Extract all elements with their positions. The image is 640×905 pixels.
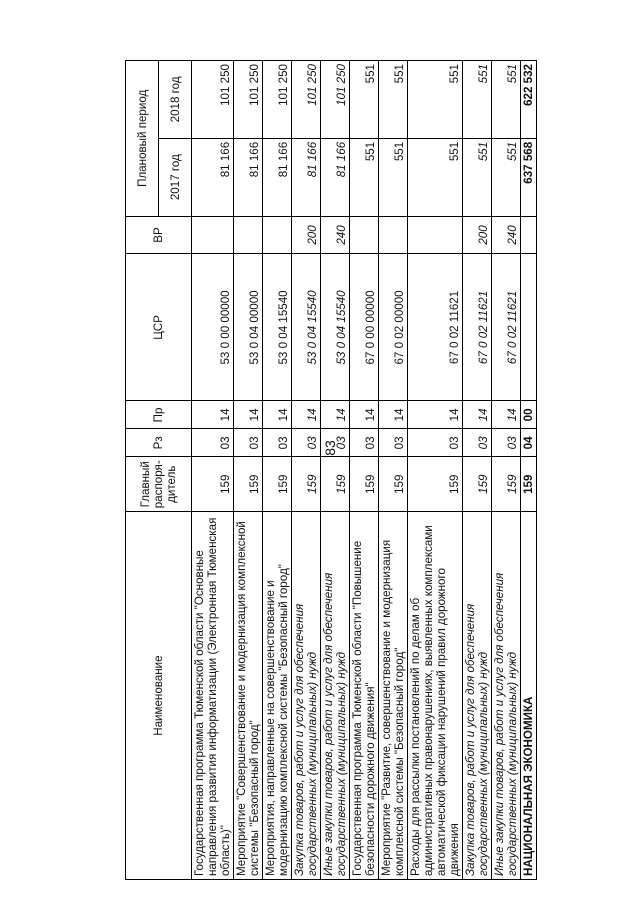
cell-name: Расходы для рассылки постановлений по делам об административных правонарушениях, выявленных комплексами автоматической фиксации нарушений правил дорожного движения [407,512,462,880]
cell-vr: 200 [462,216,491,254]
table-row [320,61,349,880]
cell-rz: 03 [491,429,520,457]
cell-csr: 53 0 04 15540 [291,254,320,401]
header-rz: Рз [126,429,192,457]
cell-pr: 14 [378,401,407,429]
cell-pr: 14 [407,401,462,429]
cell-name: Мероприятия, направленные на совершенствование и модернизацию комплексной системы "Безопасный город" [262,512,291,880]
header-pr: Пр [126,401,192,429]
cell-csr: 67 0 02 00000 [378,254,407,401]
cell-csr [520,254,536,401]
table-row [291,61,320,880]
cell-pr: 14 [262,401,291,429]
page-number: 83 [321,440,338,456]
cell-rz: 03 [349,429,378,457]
table-row [192,61,234,880]
cell-glavny: 159 [320,457,349,512]
cell-rz: 03 [192,429,234,457]
cell-csr: 67 0 02 11621 [462,254,491,401]
header-vr: ВР [126,216,192,254]
cell-pr: 00 [520,401,536,429]
cell-pr: 14 [291,401,320,429]
cell-pr: 14 [192,401,234,429]
cell-2017: 551 [491,138,520,216]
cell-vr: 240 [320,216,349,254]
table-row [491,61,520,880]
cell-vr: 200 [291,216,320,254]
table-row [462,61,491,880]
cell-pr: 14 [462,401,491,429]
cell-2017: 551 [349,138,378,216]
cell-2017: 637 568 [520,138,536,216]
cell-name: Государственная программа Тюменской области "Повышение безопасности дорожного движения" [349,512,378,880]
header-2017: 2017 год [159,138,192,216]
cell-2018: 101 250 [233,61,262,139]
cell-glavny: 159 [407,457,462,512]
cell-vr [262,216,291,254]
cell-2018: 551 [378,61,407,139]
cell-csr: 67 0 00 00000 [349,254,378,401]
cell-2018: 101 250 [192,61,234,139]
cell-glavny: 159 [491,457,520,512]
cell-vr [233,216,262,254]
cell-2018: 551 [349,61,378,139]
cell-2018: 551 [462,61,491,139]
cell-2017: 81 166 [291,138,320,216]
cell-rz: 03 [320,429,349,457]
table-body [192,61,537,880]
cell-glavny: 159 [192,457,234,512]
table-row [378,61,407,880]
header-planned: Плановый период [126,61,159,217]
cell-glavny: 159 [291,457,320,512]
cell-2017: 551 [407,138,462,216]
cell-name: НАЦИОНАЛЬНАЯ ЭКОНОМИКА [520,512,536,880]
cell-name: Мероприятие "Развитие, совершенствование и модернизация комплексной системы "Безопасный город" [378,512,407,880]
cell-pr: 14 [491,401,520,429]
cell-rz: 03 [378,429,407,457]
cell-2018: 101 250 [291,61,320,139]
cell-name: Закупка товаров, работ и услуг для обеспечения государственных (муниципальных) нужд [462,512,491,880]
cell-2017: 81 166 [320,138,349,216]
cell-name: Иные закупки товаров, работ и услуг для обеспечения государственных (муниципальных) нужд [320,512,349,880]
cell-pr: 14 [349,401,378,429]
table-row [407,61,462,880]
table-row [233,61,262,880]
cell-2018: 101 250 [262,61,291,139]
cell-rz: 03 [407,429,462,457]
cell-name: Государственная программа Тюменской области "Основные направления развития информатизации (Электронная Тюменская область)" [192,512,234,880]
cell-csr: 53 0 00 00000 [192,254,234,401]
cell-pr: 14 [320,401,349,429]
cell-2017: 81 166 [262,138,291,216]
cell-vr: 240 [491,216,520,254]
cell-glavny: 159 [233,457,262,512]
cell-2018: 551 [407,61,462,139]
table-row [349,61,378,880]
cell-csr: 67 0 02 11621 [491,254,520,401]
table-row [520,61,536,880]
cell-2017: 551 [462,138,491,216]
cell-glavny: 159 [462,457,491,512]
cell-vr [520,216,536,254]
cell-csr: 67 0 02 11621 [407,254,462,401]
header-2018: 2018 год [159,61,192,139]
cell-csr: 53 0 04 15540 [320,254,349,401]
cell-vr [378,216,407,254]
cell-rz: 03 [462,429,491,457]
rotated-table-wrapper [125,60,570,880]
cell-vr [349,216,378,254]
cell-name: Закупка товаров, работ и услуг для обеспечения государственных (муниципальных) нужд [291,512,320,880]
cell-glavny: 159 [262,457,291,512]
cell-csr: 53 0 04 15540 [262,254,291,401]
cell-rz: 04 [520,429,536,457]
cell-vr [407,216,462,254]
cell-name: Иные закупки товаров, работ и услуг для обеспечения государственных (муниципальных) нужд [491,512,520,880]
cell-pr: 14 [233,401,262,429]
header-glavny: Главный распоря-дитель [126,457,192,512]
cell-2017: 81 166 [233,138,262,216]
cell-2018: 551 [491,61,520,139]
header-name: Наименование [126,512,192,880]
cell-glavny: 159 [349,457,378,512]
cell-rz: 03 [262,429,291,457]
cell-glavny: 159 [520,457,536,512]
table-row [262,61,291,880]
cell-2017: 81 166 [192,138,234,216]
cell-name: Мероприятие "Совершенствование и модернизация комплексной системы "Безопасный город" [233,512,262,880]
cell-2017: 551 [378,138,407,216]
header-csr: ЦСР [126,254,192,401]
cell-rz: 03 [291,429,320,457]
cell-2018: 622 532 [520,61,536,139]
cell-glavny: 159 [378,457,407,512]
cell-2018: 101 250 [320,61,349,139]
cell-vr [192,216,234,254]
cell-csr: 53 0 04 00000 [233,254,262,401]
budget-table [125,60,537,880]
cell-rz: 03 [233,429,262,457]
